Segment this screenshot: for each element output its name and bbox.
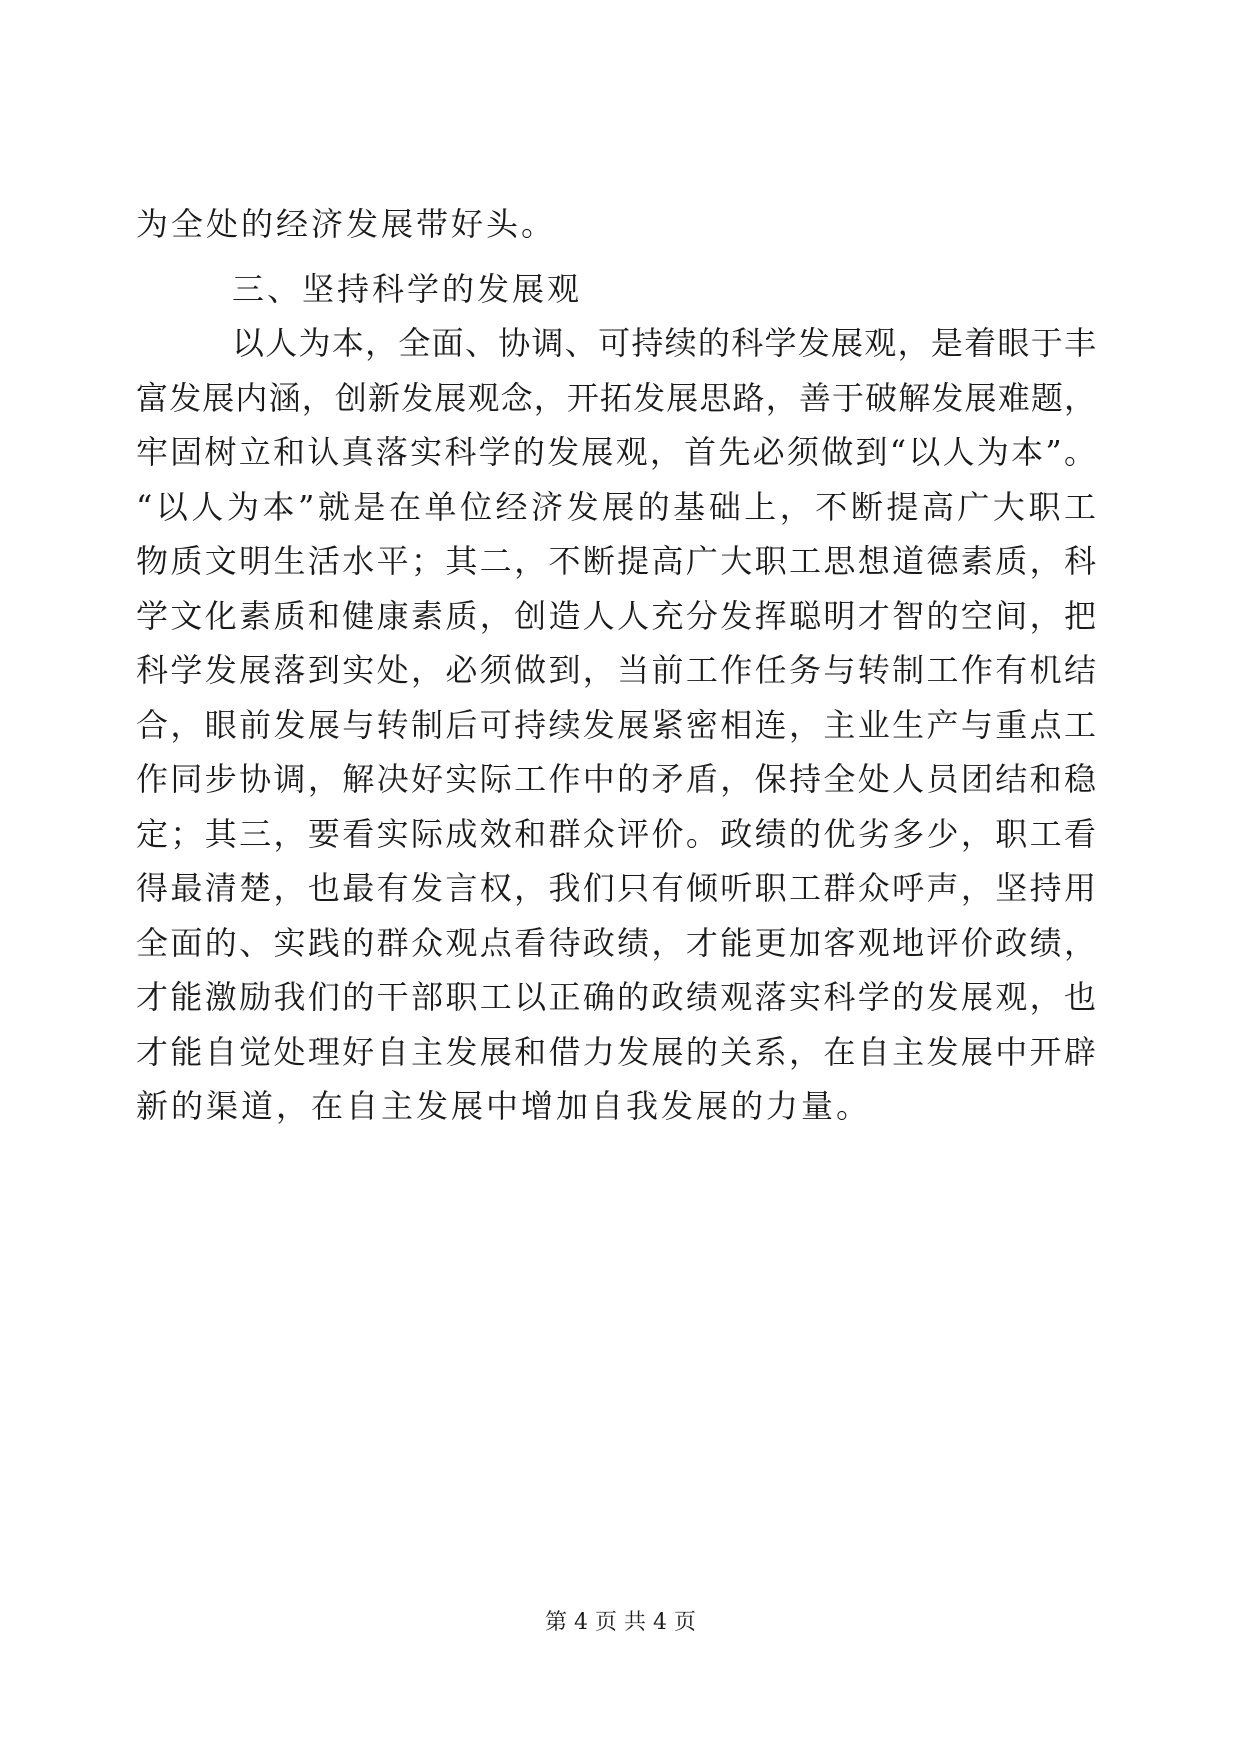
paragraph-line: 物质文明生活水平；其二，不断提高广大职工思想道德素质，科	[136, 542, 1096, 580]
paragraph-line: 定；其三，要看实际成效和群众评价。政绩的优劣多少，职工看	[136, 815, 1096, 853]
paragraph-line: “以人为本”就是在单位经济发展的基础上，不断提高广大职工	[136, 488, 1096, 526]
page-number-footer: 第 4 页 共 4 页	[545, 1610, 696, 1635]
paragraph-line: 科学发展落到实处，必须做到，当前工作任务与转制工作有机结	[136, 651, 1096, 689]
paragraph-line: 才能自觉处理好自主发展和借力发展的关系，在自主发展中开辟	[136, 1033, 1096, 1071]
paragraph-line: 全面的、实践的群众观点看待政绩，才能更加客观地评价政绩，	[136, 924, 1096, 962]
paragraph-line: 合，眼前发展与转制后可持续发展紧密相连，主业生产与重点工	[136, 706, 1096, 744]
section-heading: 三、坚持科学的发展观	[232, 270, 583, 308]
paragraph-line: 牢固树立和认真落实科学的发展观，首先必须做到“以人为本”。	[136, 433, 1096, 471]
paragraph-line: 学文化素质和健康素质，创造人人充分发挥聪明才智的空间，把	[136, 597, 1096, 635]
paragraph-line: 得最清楚，也最有发言权，我们只有倾听职工群众呼声，坚持用	[136, 869, 1096, 907]
paragraph-line: 以人为本，全面、协调、可持续的科学发展观，是着眼于丰	[232, 324, 1096, 362]
paragraph-line: 作同步协调，解决好实际工作中的矛盾，保持全处人员团结和稳	[136, 760, 1096, 798]
paragraph-line: 才能激励我们的干部职工以正确的政绩观落实科学的发展观，也	[136, 978, 1096, 1016]
paragraph-line: 新的渠道，在自主发展中增加自我发展的力量。	[136, 1087, 872, 1125]
paragraph-line: 富发展内涵，创新发展观念，开拓发展思路，善于破解发展难题，	[136, 379, 1096, 417]
paragraph-line: 为全处的经济发展带好头。	[136, 205, 557, 243]
